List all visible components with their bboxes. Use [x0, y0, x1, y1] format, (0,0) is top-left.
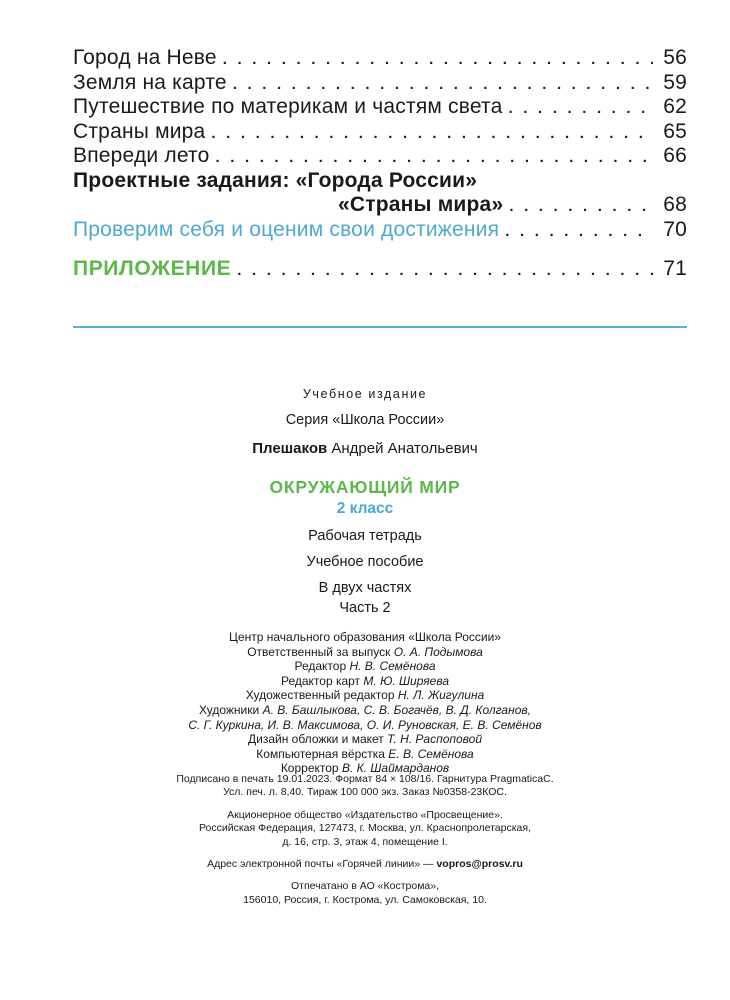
toc-entry[interactable] — [73, 71, 687, 96]
credit-line: Компьютерная вёрстка Е. В. Семёнова — [256, 746, 474, 761]
toc-leader-dots — [509, 195, 653, 220]
toc-entry-title: Страны мира — [73, 119, 206, 143]
toc-leader-dots — [223, 48, 653, 73]
toc-entry-page: 62 — [663, 95, 687, 118]
toc-entry-appendix[interactable] — [73, 257, 687, 282]
table-of-contents — [73, 46, 687, 282]
toc-entry[interactable] — [73, 95, 687, 120]
hotline-email-link[interactable]: vopros@prosv.ru — [436, 858, 523, 871]
toc-entry-page: 70 — [663, 217, 687, 241]
toc-entry-title: Земля на карте — [73, 70, 227, 94]
author — [0, 436, 730, 462]
toc-entry-title: «Страны мира» — [338, 193, 504, 216]
imprint-block — [0, 384, 730, 618]
publisher-address: Акционерное общество «Издательство «Просвещение». Российская Федерация, 127473, г. Москва, ул. Краснопролетарская, д. 16, стр. 3, этаж 4, помещение I. — [198, 808, 531, 848]
grade: 2 класс — [336, 500, 394, 517]
toc-leader-dots — [237, 259, 653, 284]
toc-entry-project-continued[interactable] — [73, 193, 687, 218]
toc-leader-dots — [211, 122, 653, 147]
credit-line: Редактор карт М. Ю. Ширяева — [280, 673, 450, 688]
toc-entry-page: 68 — [663, 193, 687, 216]
book-title: ОКРУЖАЮЩИЙ МИР — [269, 477, 461, 497]
toc-entry[interactable] — [73, 144, 687, 169]
part-number: Часть 2 — [339, 600, 391, 616]
toc-entry-title: Город на Неве — [73, 46, 217, 69]
credit-line: С. Г. Куркина, И. В. Максимова, О. И. Руновская, Е. В. Семёнов — [188, 717, 542, 732]
credit-line: Художники А. В. Башлыкова, С. В. Богачёв, В. Д. Колганов, — [199, 702, 531, 717]
toc-entry[interactable] — [73, 120, 687, 145]
credit-line: Корректор В. К. Шаймарданов — [280, 761, 450, 776]
print-details: Подписано в печать 19.01.2023. Формат 84 × 108/16. Гарнитура PragmaticaC. Усл. печ. л. 8,40. Тираж 100 000 экз. Заказ №0358-23КОС. — [176, 773, 554, 799]
edition-type: Учебное издание — [302, 387, 428, 401]
credit-line: Ответственный за выпуск О. А. Подымова — [247, 644, 483, 659]
credit-line: Центр начального образования «Школа России» — [229, 630, 501, 644]
hotline: Адрес электронной почты «Горячей линии» — vopros@prosv.ru — [207, 858, 523, 871]
toc-entry-self-check[interactable] — [73, 218, 687, 243]
author-surname: Плешаков — [252, 440, 328, 457]
series: Серия «Школа России» — [285, 412, 445, 428]
toc-entry-page: 66 — [663, 144, 687, 167]
toc-entry-title: Проверим себя и оценим свои достижения — [73, 217, 500, 241]
toc-entry-title: ПРИЛОЖЕНИЕ — [73, 257, 232, 280]
toc-entry-title: Путешествие по материкам и частям света — [73, 95, 503, 118]
toc-entry-page: 59 — [663, 70, 687, 94]
toc-entry-page: 65 — [663, 119, 687, 143]
toc-entry-page: 56 — [663, 46, 687, 69]
toc-entry[interactable] — [73, 46, 687, 71]
section-divider — [73, 326, 687, 328]
credit-line: Дизайн обложки и макет Т. Н. Распоповой — [248, 732, 482, 747]
book-kind-manual: Учебное пособие — [306, 554, 424, 570]
book-kind-workbook: Рабочая тетрадь — [308, 528, 422, 544]
toc-leader-dots — [505, 220, 653, 245]
publishing-info — [0, 773, 730, 907]
toc-leader-dots — [233, 73, 653, 98]
printer-info: Отпечатано в АО «Кострома», 156010, Россия, г. Кострома, ул. Самоковская, 10. — [243, 880, 487, 906]
toc-entry-page: 71 — [663, 257, 687, 280]
toc-entry-title: Проектные задания: «Города России» — [73, 168, 478, 192]
credit-line: Художественный редактор Н. Л. Жигулина — [245, 688, 485, 703]
parts-info: В двух частях — [318, 580, 412, 596]
credit-line: Редактор Н. В. Семёнова — [294, 659, 436, 674]
toc-entry-title: Впереди лето — [73, 144, 210, 167]
toc-entry-project[interactable] — [73, 169, 687, 194]
author-name: Андрей Анатольевич — [331, 440, 478, 457]
toc-leader-dots — [215, 146, 653, 171]
toc-leader-dots — [509, 97, 653, 122]
credits-block — [0, 630, 730, 776]
